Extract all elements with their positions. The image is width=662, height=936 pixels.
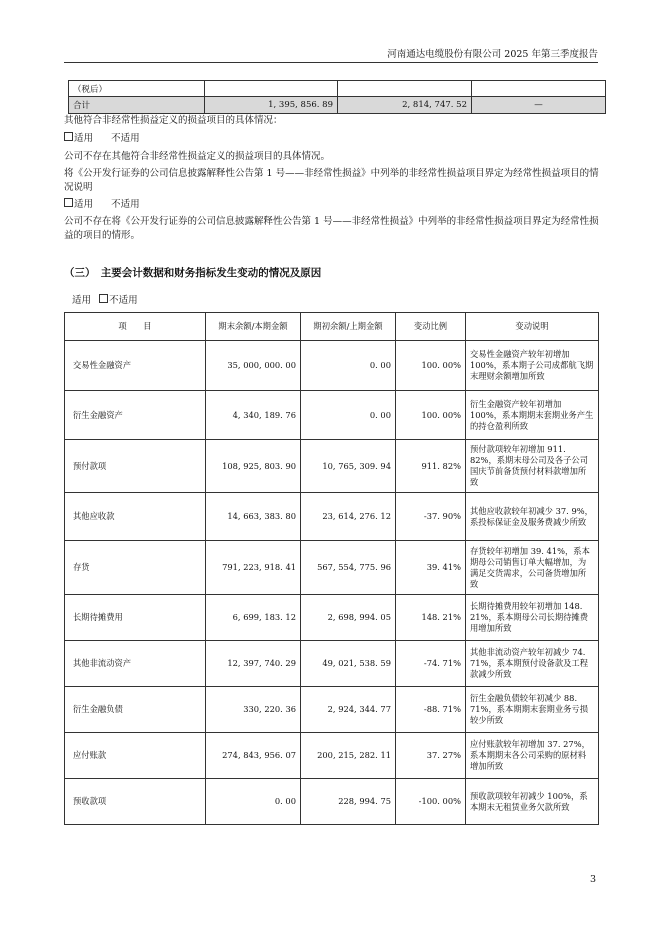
nonrecurring-items-table — [68, 80, 606, 114]
change-note: 交易性金融资产较年初增加 100%，系本期子公司成都航飞期末理财余额增加所致 — [466, 341, 599, 391]
begin-value: 2, 924, 344. 77 — [301, 687, 396, 733]
column-header: 期末余额/本期金额 — [206, 313, 301, 341]
change-note: 预付款项较年初增加 911. 82%，系期末母公司及各子公司国庆节前备货预付材料款增加所致 — [466, 440, 599, 493]
not-applicable-label: 不适用 — [109, 295, 138, 306]
item-name: 其他非流动资产 — [65, 641, 206, 687]
change-ratio: 148. 21% — [396, 595, 466, 641]
ytd-value: 2, 814, 747. 52 — [338, 97, 472, 114]
begin-value: 567, 554, 775. 96 — [301, 541, 396, 595]
table-row — [65, 641, 599, 687]
change-ratio: 39. 41% — [396, 541, 466, 595]
table-row — [65, 440, 599, 493]
section-title: （三） 主要会计数据和财务指标发生变动的情况及原因 — [64, 267, 322, 279]
change-ratio: -88. 71% — [396, 687, 466, 733]
table-row — [65, 687, 599, 733]
item-name: 应付账款 — [65, 733, 206, 779]
end-value: 14, 663, 383. 80 — [206, 493, 301, 541]
begin-value: 200, 215, 282. 11 — [301, 733, 396, 779]
applicability-option-1 — [64, 132, 604, 146]
change-note: 预收款项较年初减少 100%，系本期末无租赁业务欠款所致 — [466, 779, 599, 825]
end-value: 0. 00 — [206, 779, 301, 825]
change-note: 衍生金融资产较年初增加 100%，系本期期末套期业务产生的持仓盈利所致 — [466, 391, 599, 440]
checkbox-unchecked-icon — [99, 294, 108, 303]
header-divider — [64, 62, 598, 63]
item-name: 长期待摊费用 — [65, 595, 206, 641]
table-row — [69, 81, 606, 97]
column-header: 变动说明 — [466, 313, 599, 341]
change-note: 长期待摊费用较年初增加 148. 21%，系本期母公司长期待摊费用增加所致 — [466, 595, 599, 641]
column-header: 期初余额/上期金额 — [301, 313, 396, 341]
ytd-value — [338, 81, 472, 97]
change-note: 衍生金融负债较年初减少 88. 71%，系本期期末套期业务亏损较少所致 — [466, 687, 599, 733]
change-ratio: 37. 27% — [396, 733, 466, 779]
applicable-label: 适用 — [74, 199, 94, 210]
table-row — [65, 595, 599, 641]
current-period-value — [205, 81, 338, 97]
end-value: 791, 223, 918. 41 — [206, 541, 301, 595]
change-ratio: 100. 00% — [396, 341, 466, 391]
checkbox-unchecked-icon — [64, 132, 73, 141]
item-name: 其他应收款 — [65, 493, 206, 541]
table-row-total — [69, 97, 606, 114]
change-note: 其他非流动资产较年初减少 74. 71%，系本期预付设备款及工程款减少所致 — [466, 641, 599, 687]
change-ratio: -100. 00% — [396, 779, 466, 825]
change-ratio: 100. 00% — [396, 391, 466, 440]
row-label: 合计 — [69, 97, 205, 114]
end-value: 274, 843, 956. 07 — [206, 733, 301, 779]
end-value: 35, 000, 000. 00 — [206, 341, 301, 391]
end-value: 108, 925, 803. 90 — [206, 440, 301, 493]
paragraph-no-reclassification: 公司不存在将《公开发行证券的公司信息披露解释性公告第 1 号——非经常性损益》中列举的非经常性损益项目界定为经常性损益的项目的情形。 — [64, 216, 599, 241]
end-value: 330, 220. 36 — [206, 687, 301, 733]
paragraph-other-items: 其他符合非经常性损益定义的损益项目的具体情况： — [64, 115, 283, 126]
not-applicable-label: 不适用 — [111, 133, 140, 144]
table-header-row — [65, 313, 599, 341]
change-ratio: 911. 82% — [396, 440, 466, 493]
applicability-option-2 — [64, 198, 604, 212]
column-header: 变动比例 — [396, 313, 466, 341]
end-value: 12, 397, 740. 29 — [206, 641, 301, 687]
note-cell — [472, 81, 606, 97]
begin-value: 49, 021, 538. 59 — [301, 641, 396, 687]
change-note: 其他应收款较年初减少 37. 9%，系投标保证金及服务费减少所致 — [466, 493, 599, 541]
begin-value: 2, 698, 994. 05 — [301, 595, 396, 641]
table-row — [65, 391, 599, 440]
table-row — [65, 541, 599, 595]
item-name: 预收款项 — [65, 779, 206, 825]
row-label: （税后） — [69, 81, 205, 97]
end-value: 4, 340, 189. 76 — [206, 391, 301, 440]
page-number: 3 — [590, 874, 597, 885]
begin-value: 0. 00 — [301, 391, 396, 440]
applicable-label: 适用 — [72, 295, 92, 306]
begin-value: 228, 994. 75 — [301, 779, 396, 825]
change-note: 应付账款较年初增加 37. 27%，系本期期末各公司采购的原材料增加所致 — [466, 733, 599, 779]
table-row — [65, 779, 599, 825]
table-row — [65, 733, 599, 779]
paragraph-no-other-items: 公司不存在其他符合非经常性损益定义的损益项目的具体情况。 — [64, 151, 331, 162]
end-value: 6, 699, 183. 12 — [206, 595, 301, 641]
item-name: 衍生金融资产 — [65, 391, 206, 440]
table-row — [65, 493, 599, 541]
item-name: 衍生金融负债 — [65, 687, 206, 733]
item-name: 存货 — [65, 541, 206, 595]
change-note: 存货较年初增加 39. 41%，系本期母公司销售订单大幅增加，为满足交货需求，公司备货增加所致 — [466, 541, 599, 595]
column-header: 项 目 — [65, 313, 206, 341]
begin-value: 0. 00 — [301, 341, 396, 391]
begin-value: 10, 765, 309. 94 — [301, 440, 396, 493]
item-name: 预付款项 — [65, 440, 206, 493]
current-period-value: 1, 395, 856. 89 — [205, 97, 338, 114]
table-row — [65, 341, 599, 391]
paragraph-reclassification-note: 将《公开发行证券的公司信息披露解释性公告第 1 号——非经常性损益》中列举的非经常性损益项目界定为经常性损益项目的情况说明 — [64, 168, 599, 193]
begin-value: 23, 614, 276. 12 — [301, 493, 396, 541]
item-name: 交易性金融资产 — [65, 341, 206, 391]
change-ratio: -74. 71% — [396, 641, 466, 687]
not-applicable-label: 不适用 — [111, 199, 140, 210]
note-cell: — — [472, 97, 606, 114]
change-ratio: -37. 90% — [396, 493, 466, 541]
applicable-label: 适用 — [74, 133, 94, 144]
checkbox-unchecked-icon — [64, 198, 73, 207]
page-header-title: 河南通达电缆股份有限公司 2025 年第三季度报告 — [387, 49, 598, 60]
financial-changes-table — [64, 312, 599, 825]
applicability-option-3 — [72, 294, 612, 308]
